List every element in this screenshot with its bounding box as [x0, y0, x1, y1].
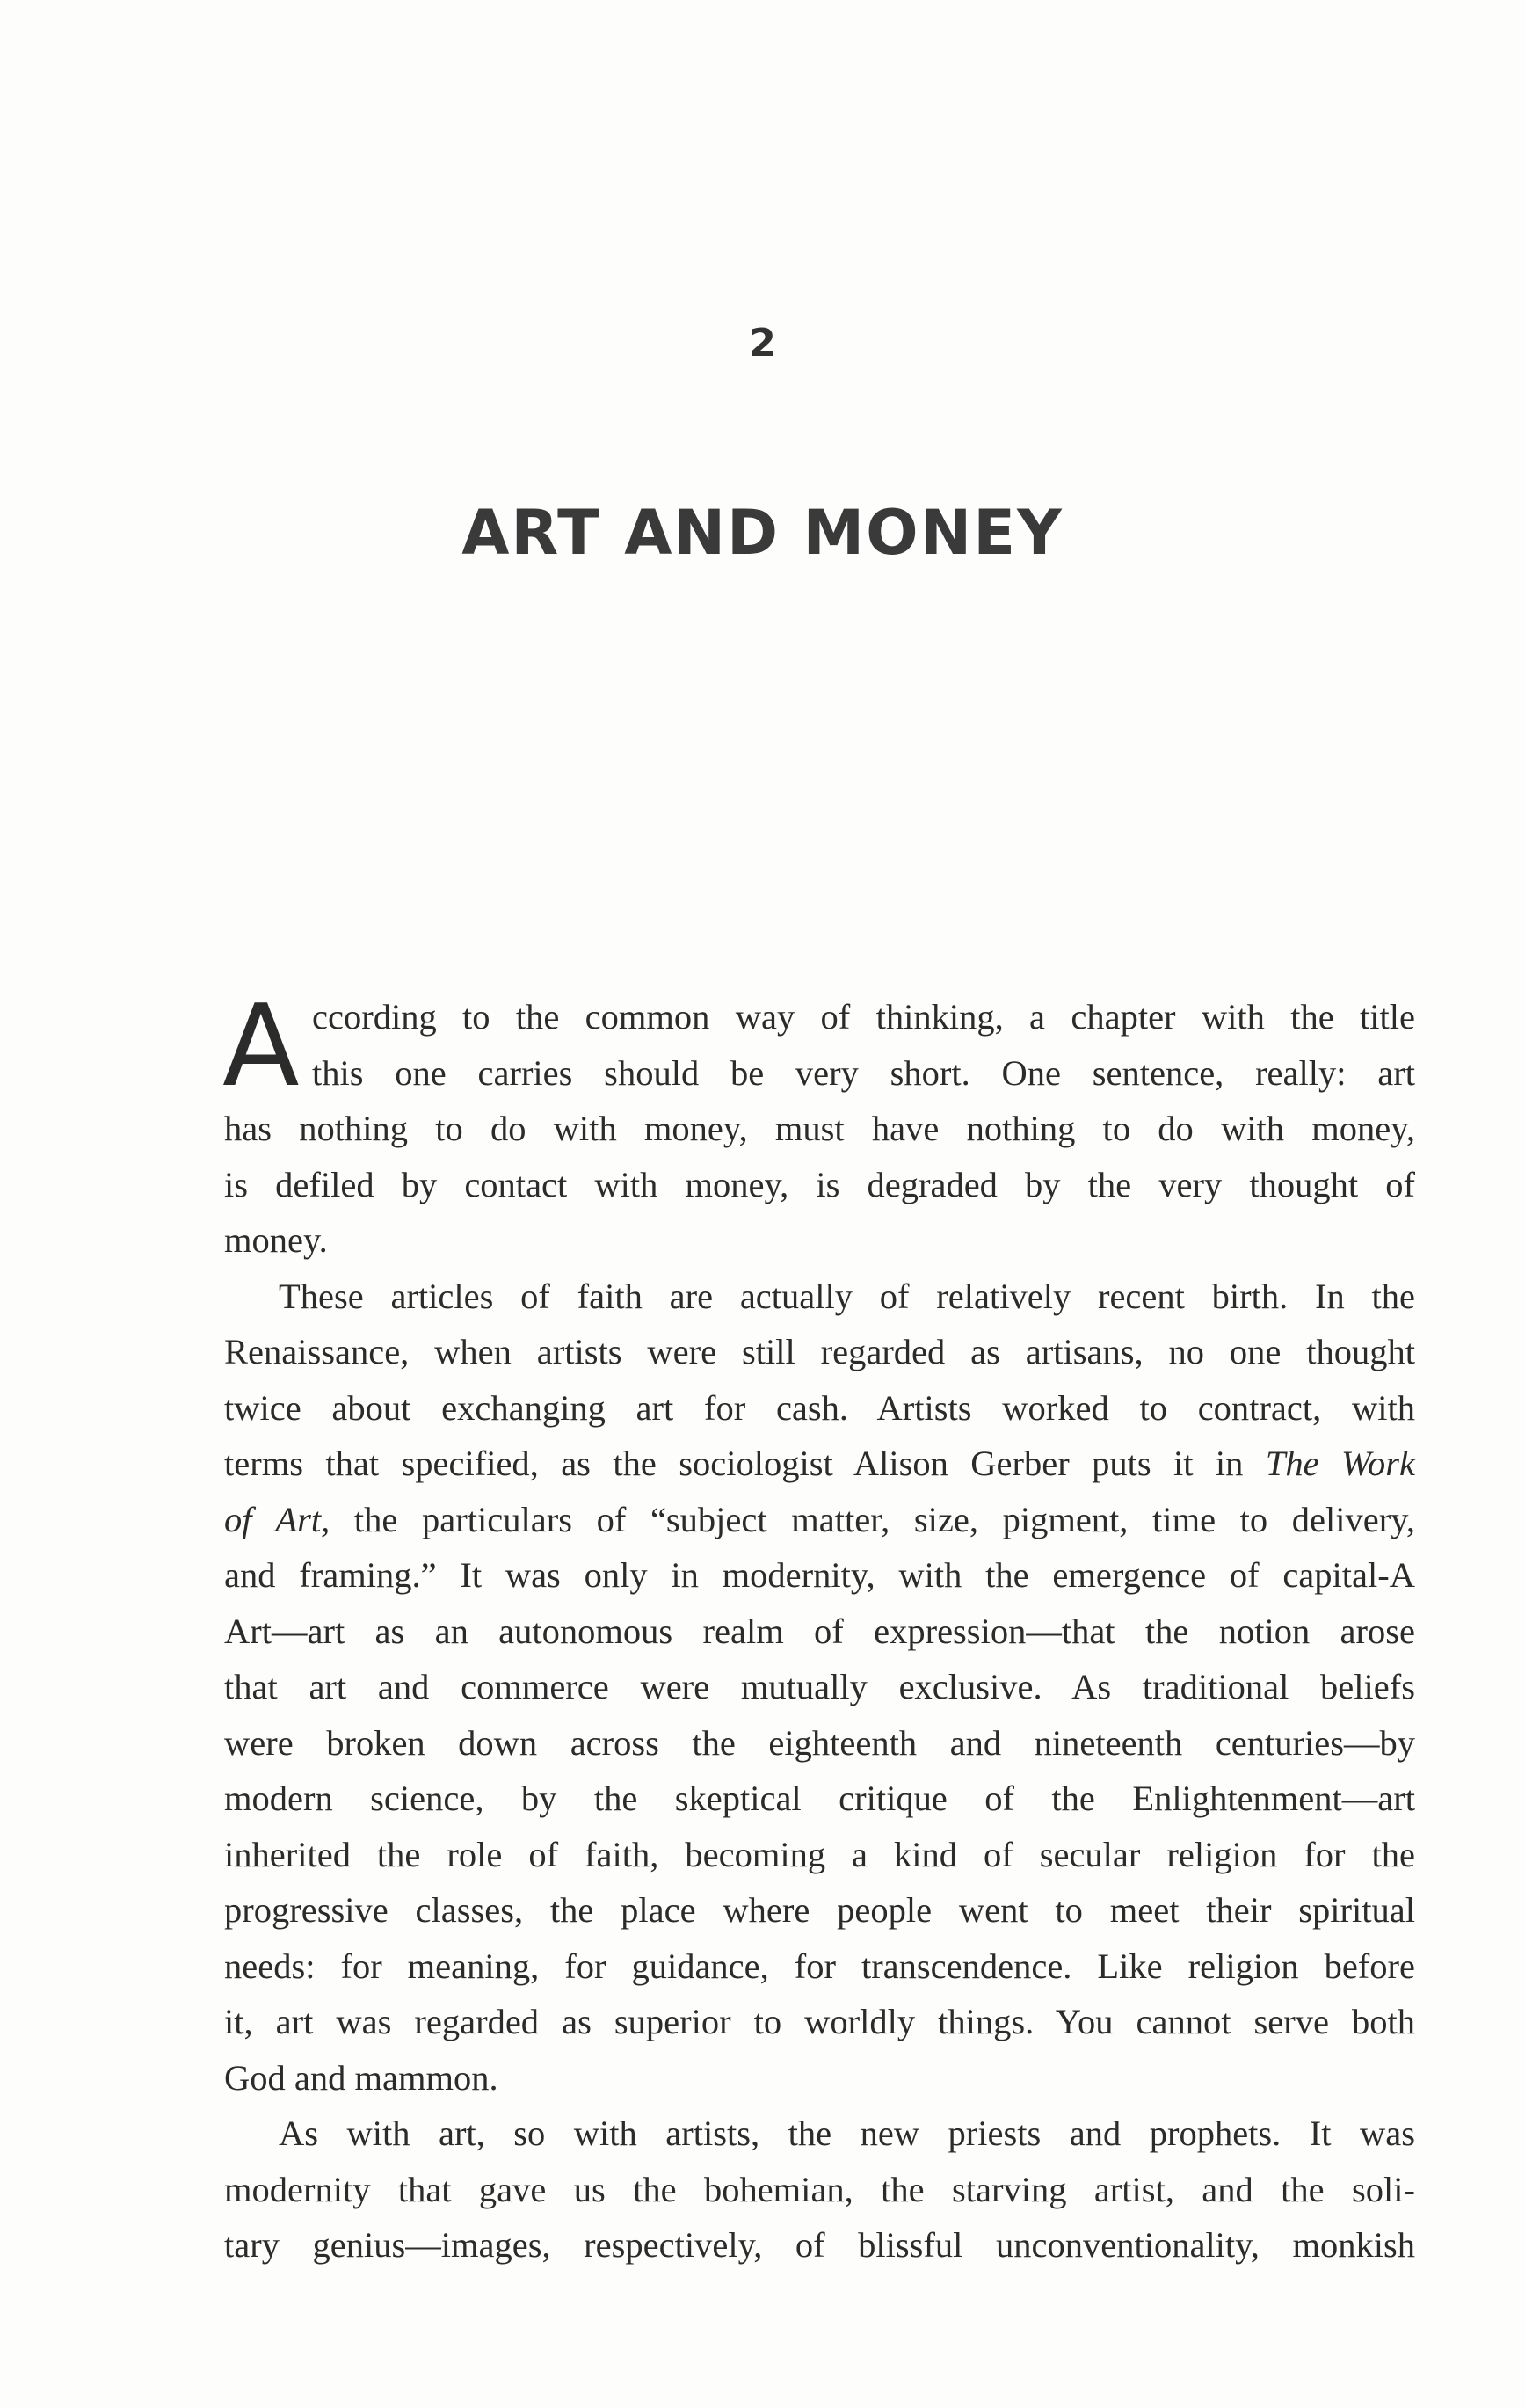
paragraph-line: progressive classes, the place where people went to meet their spiritual	[224, 1890, 1415, 1930]
chapter-number: 2	[749, 321, 776, 366]
chapter-body	[222, 981, 1415, 2273]
paragraph-line: These articles of faith are actually of relatively recent birth. In the	[279, 1276, 1415, 1316]
paragraph-1	[222, 981, 1415, 1269]
paragraph-line: modernity that gave us the bohemian, the starving artist, and the soli-	[224, 2169, 1415, 2209]
paragraph-text: terms that specified, as the sociologist Alison Gerber puts it in	[224, 1444, 1266, 1483]
book-title-italic: The Work	[1265, 1444, 1415, 1483]
paragraph-line: twice about exchanging art for cash. Artists worked to contract, with	[224, 1387, 1415, 1428]
paragraph-line: it, art was regarded as superior to worldly things. You cannot serve both	[224, 2002, 1415, 2041]
paragraph-line: tary genius—images, respectively, of blissful unconventionality, monkish	[224, 2225, 1415, 2265]
paragraph-line-with-title	[224, 1436, 1415, 1492]
paragraph-line: and framing.” It was only in modernity, with the emergence of capital-A	[224, 1555, 1415, 1595]
paragraph-line: Renaissance, when artists were still regarded as artisans, no one thought	[224, 1332, 1415, 1371]
paragraph-line: this one carries should be very short. One sentence, really: art	[312, 1052, 1415, 1093]
drop-cap: A	[222, 981, 300, 1112]
paragraph-line: modern science, by the skeptical critique of the Enlightenment—art	[224, 1779, 1415, 1818]
paragraph-line: has nothing to do with money, must have nothing to do with money,	[224, 1109, 1415, 1148]
paragraph-line: As with art, so with artists, the new priests and prophets. It was	[279, 2113, 1415, 2153]
paragraph-line: that art and commerce were mutually exclusive. As traditional beliefs	[224, 1667, 1415, 1706]
paragraph-line: inherited the role of faith, becoming a kind of secular religion for the	[224, 1834, 1415, 1874]
paragraph-2	[224, 1269, 1415, 2106]
paragraph-line: God and mammon.	[224, 2057, 498, 2098]
paragraph-line: were broken down across the eighteenth and nineteenth centuries—by	[224, 1722, 1415, 1763]
paragraph-line: is defiled by contact with money, is degraded by the very thought of	[224, 1164, 1415, 1204]
paragraph-line: ccording to the common way of thinking, a chapter with the title	[312, 997, 1415, 1037]
chapter-title: ART AND MONEY	[461, 497, 1064, 569]
paragraph-line-with-title	[224, 1492, 1415, 1548]
paragraph-line: Art—art as an autonomous realm of expression—that the notion arose	[224, 1611, 1415, 1651]
paragraph-line: needs: for meaning, for guidance, for transcendence. Like religion before	[224, 1946, 1415, 1986]
paragraph-text: the particulars of “subject matter, size, pigment, time to delivery,	[353, 1499, 1415, 1539]
book-title-italic: of Art,	[224, 1499, 330, 1539]
paragraph-line: money.	[224, 1220, 328, 1260]
paragraph-3	[224, 2106, 1415, 2273]
